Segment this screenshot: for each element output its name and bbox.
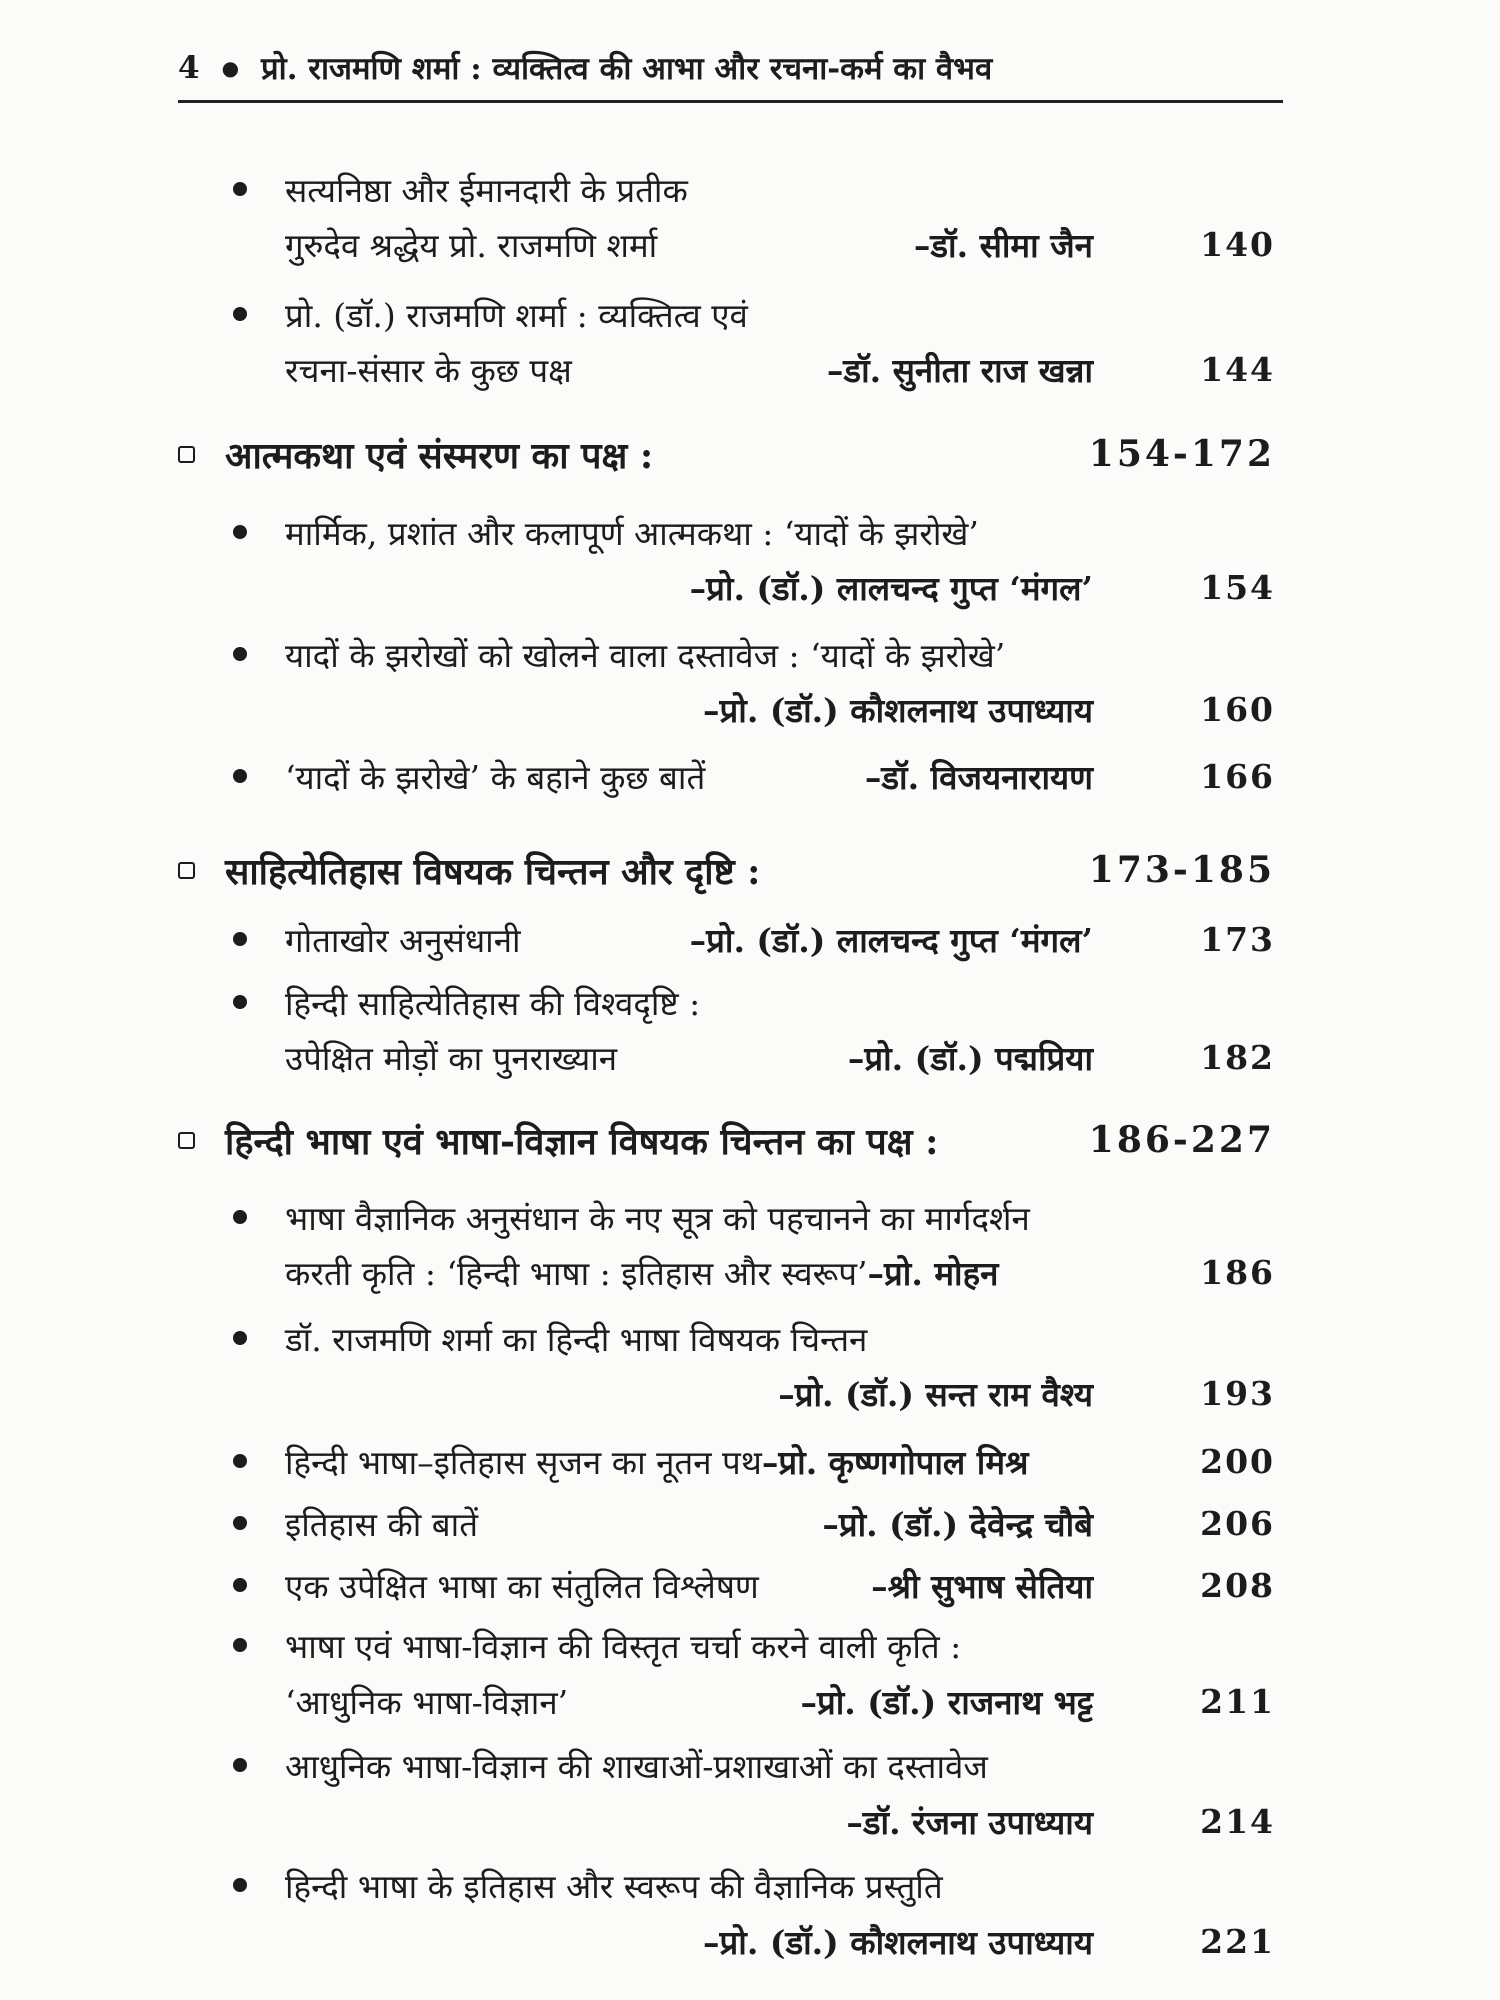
entry-text: करती कृति : ‘हिन्दी भाषा : इतिहास और स्वरूप’ [285, 1253, 868, 1293]
entry-text: आधुनिक भाषा-विज्ञान की शाखाओं-प्रशाखाओं का दस्तावेज [285, 1746, 988, 1786]
entry-text: इतिहास की बातें [285, 1504, 479, 1544]
entry-author: –डॉ. विजयनारायण [864, 757, 1093, 797]
header-bullet-icon: ● [221, 56, 240, 80]
toc-entry-title [285, 1739, 1275, 1791]
toc-entry-title [285, 976, 1275, 1028]
entry-author: –डॉ. रंजना उपाध्याय [846, 1802, 1093, 1842]
bullet-icon [233, 307, 247, 321]
entry-page: 211 [1200, 1681, 1275, 1721]
entry-text: यादों के झरोखों को खोलने वाला दस्तावेज : ‘यादों के झरोखे’ [285, 635, 1006, 675]
entry-text: हिन्दी भाषा एवं भाषा-विज्ञान विषयक चिन्तन का पक्ष : [225, 1120, 939, 1163]
toc-entry [285, 1031, 1275, 1083]
entry-author: –प्रो. कृष्णगोपाल मिश्र [761, 1442, 1029, 1482]
toc-entry-title [285, 1619, 1275, 1671]
toc-entry [285, 1675, 1275, 1727]
section-page-range: 186-227 [1088, 1119, 1275, 1161]
entry-author: –श्री सुभाष सेतिया [871, 1566, 1093, 1606]
entry-text: भाषा एवं भाषा-विज्ञान की विस्तृत चर्चा करने वाली कृति : [285, 1626, 962, 1666]
toc-entry-title [285, 288, 1275, 340]
entry-page: 160 [1200, 689, 1275, 729]
bullet-icon [233, 182, 247, 196]
toc-entry [285, 1435, 1275, 1487]
entry-author: –प्रो. (डॉ.) लालचन्द गुप्त ‘मंगल’ [689, 920, 1093, 960]
section-heading [178, 842, 1275, 898]
bullet-icon [233, 769, 247, 783]
toc-entry [285, 750, 1275, 802]
running-header [178, 40, 1282, 96]
toc-entry [285, 1795, 1275, 1847]
bullet-icon [233, 1454, 247, 1468]
toc-entry-title [285, 1859, 1275, 1911]
bullet-icon [233, 1878, 247, 1892]
bullet-icon [233, 1331, 247, 1345]
bullet-icon [233, 1516, 247, 1530]
entry-author: –प्रो. (डॉ.) राजनाथ भट्ट [800, 1682, 1093, 1722]
entry-author: –प्रो. (डॉ.) कौशलनाथ उपाध्याय [703, 690, 1093, 730]
bullet-icon [233, 932, 247, 946]
entry-author: –प्रो. (डॉ.) पद्मप्रिया [847, 1038, 1093, 1078]
entry-text: भाषा वैज्ञानिक अनुसंधान के नए सूत्र को पहचानने का मार्गदर्शन [285, 1198, 1030, 1238]
entry-text: रचना-संसार के कुछ पक्ष [285, 350, 572, 390]
bullet-icon [233, 1578, 247, 1592]
entry-page: 166 [1200, 756, 1275, 796]
entry-author: –प्रो. (डॉ.) देवेन्द्र चौबे [822, 1504, 1093, 1544]
toc-entry-title [285, 628, 1275, 680]
entry-page: 214 [1200, 1801, 1275, 1841]
entry-page: 193 [1200, 1373, 1275, 1413]
toc-entry-title [285, 1312, 1275, 1364]
entry-text: साहित्येतिहास विषयक चिन्तन और दृष्टि : [225, 850, 761, 893]
bullet-icon [233, 995, 247, 1009]
entry-text: आत्मकथा एवं संस्मरण का पक्ष : [225, 434, 654, 477]
entry-author: –डॉ. सीमा जैन [913, 225, 1093, 265]
entry-page: 200 [1200, 1441, 1275, 1481]
entry-author: –प्रो. (डॉ.) कौशलनाथ उपाध्याय [703, 1922, 1093, 1962]
entry-text: ‘यादों के झरोखे’ के बहाने कुछ बातें [285, 757, 706, 797]
entry-page: 140 [1200, 224, 1275, 264]
toc-entry-title [285, 506, 1275, 558]
entry-text: प्रो. (डॉ.) राजमणि शर्मा : व्यक्तित्व एवं [285, 295, 748, 335]
entry-text: एक उपेक्षित भाषा का संतुलित विश्लेषण [285, 1566, 759, 1606]
checkbox-square-icon [178, 862, 195, 879]
entry-text: डॉ. राजमणि शर्मा का हिन्दी भाषा विषयक चिन्तन [285, 1319, 868, 1359]
header-title: प्रो. राजमणि शर्मा : व्यक्तित्व की आभा और रचना-कर्म का वैभव [261, 51, 993, 87]
entry-page: 206 [1200, 1503, 1275, 1543]
entry-author: –प्रो. (डॉ.) लालचन्द गुप्त ‘मंगल’ [689, 568, 1093, 608]
toc-entry [285, 218, 1275, 270]
toc-entry [285, 1246, 1275, 1298]
toc-entry [285, 561, 1275, 613]
section-page-range: 173-185 [1088, 849, 1275, 891]
entry-text: हिन्दी भाषा के इतिहास और स्वरूप की वैज्ञानिक प्रस्तुति [285, 1866, 943, 1906]
toc-entry [285, 1367, 1275, 1419]
entry-page: 182 [1200, 1037, 1275, 1077]
entry-text: गोताखोर अनुसंधानी [285, 920, 521, 960]
entry-author: –प्रो. (डॉ.) सन्त राम वैश्य [778, 1374, 1093, 1414]
bullet-icon [233, 1758, 247, 1772]
entry-text: सत्यनिष्ठा और ईमानदारी के प्रतीक [285, 170, 688, 210]
bullet-icon [233, 525, 247, 539]
checkbox-square-icon [178, 1132, 195, 1149]
toc-entry [285, 1915, 1275, 1967]
entry-page: 186 [1200, 1252, 1275, 1292]
bullet-icon [233, 647, 247, 661]
toc-entry [285, 1559, 1275, 1611]
toc-entry-title [285, 163, 1275, 215]
section-page-range: 154-172 [1088, 433, 1275, 475]
entry-page: 208 [1200, 1565, 1275, 1605]
entry-text: उपेक्षित मोड़ों का पुनराख्यान [285, 1038, 618, 1078]
section-heading [178, 426, 1275, 482]
toc-entry-title [285, 1191, 1275, 1243]
bullet-icon [233, 1210, 247, 1224]
toc-entry [285, 683, 1275, 735]
entry-text: ‘आधुनिक भाषा-विज्ञान’ [285, 1682, 569, 1722]
header-divider [178, 100, 1283, 103]
entry-text: हिन्दी साहित्येतिहास की विश्वदृष्टि : [285, 983, 701, 1023]
entry-author: –डॉ. सुनीता राज खन्ना [826, 350, 1093, 390]
section-heading [178, 1112, 1275, 1168]
header-page-number: 4 [178, 50, 200, 86]
toc-entry [285, 913, 1275, 965]
toc-entry [285, 1497, 1275, 1549]
entry-author: –प्रो. मोहन [867, 1253, 999, 1293]
entry-text: गुरुदेव श्रद्धेय प्रो. राजमणि शर्मा [285, 225, 658, 265]
entry-page: 154 [1200, 567, 1275, 607]
toc-entry [285, 343, 1275, 395]
checkbox-square-icon [178, 446, 195, 463]
entry-page: 144 [1200, 349, 1275, 389]
bullet-icon [233, 1638, 247, 1652]
entry-text: हिन्दी भाषा–इतिहास सृजन का नूतन पथ [285, 1442, 762, 1482]
entry-page: 173 [1200, 919, 1275, 959]
entry-page: 221 [1200, 1921, 1275, 1961]
entry-text: मार्मिक, प्रशांत और कलापूर्ण आत्मकथा : ‘यादों के झरोखे’ [285, 513, 979, 553]
